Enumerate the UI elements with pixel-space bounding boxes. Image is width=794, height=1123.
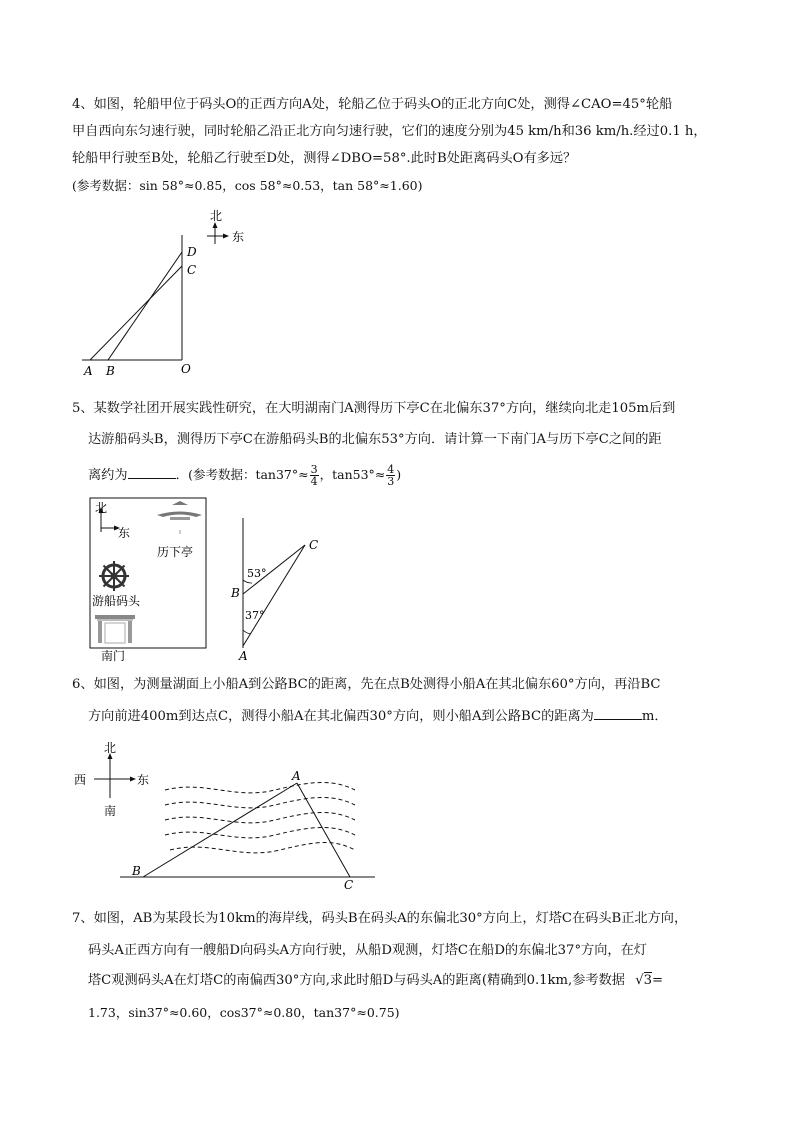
q5-map-pavilion-label: 历下亭 — [157, 545, 194, 559]
q6-segment-BA — [143, 783, 297, 877]
q5-fraction-3-4: $\frac{3}{4}$ — [310, 463, 318, 488]
q5-angle-37-label: 37° — [245, 609, 265, 622]
q7-line-2: 码头A正西方向有一艘船D向码头A方向行驶，从船D观测，灯塔C在船D的东偏北37°方向，在灯 — [88, 943, 647, 958]
q5-map-dock-label: 游船码头 — [92, 594, 141, 608]
q6-north-label: 北 — [104, 741, 117, 755]
q6-label-B: B — [132, 864, 141, 878]
q6-line-2-prefix: 方向前进400m到达点C，测得小船A在其北偏西30°方向，则小船A到公路BC的距离为 — [88, 709, 594, 724]
q4-label-D: D — [187, 245, 197, 259]
q5-reference-prefix: ．(参考数据：tan37°≈ — [175, 467, 309, 482]
q5-map-gate-label: 南门 — [101, 649, 126, 663]
q5-fraction-4-3: $\frac{4}{3}$ — [387, 463, 395, 488]
q5-label-A: A — [239, 649, 248, 663]
q5-reference-end: ) — [396, 467, 402, 482]
q6-line-2-unit: m． — [641, 709, 668, 724]
q5-map-north-label: 北 — [95, 501, 108, 515]
q6-line-1: 6、如图，为测量湖面上小船A到公路BC的距离，先在点B处测得小船A在其北偏东60°方向，再沿BC — [72, 677, 661, 692]
q4-reference-data: (参考数据：sin 58°≈0.85，cos 58°≈0.53，tan 58°≈1.60) — [72, 178, 423, 193]
q4-label-C: C — [187, 263, 197, 277]
q4-line-1: 4、如图，轮船甲位于码头O的正西方向A处，轮船乙位于码头O的正北方向C处，测得∠CAO=45°轮船 — [72, 97, 673, 112]
q4-north-label: 北 — [210, 209, 223, 223]
q6-east-label: 东 — [137, 773, 150, 787]
q5-map-east-label: 东 — [118, 526, 131, 540]
q7-reference-data: 1.73，sin37°≈0.60，cos37°≈0.80，tan37°≈0.75) — [88, 1005, 400, 1020]
q4-label-B: B — [106, 364, 115, 378]
q7-line-1: 7、如图，AB为某段长为10km的海岸线，码头B在码头A的东偏北30°方向上，灯塔C在码头B正北方向， — [72, 911, 688, 926]
q7-line-3-equals: = — [651, 973, 664, 988]
q5-label-C: C — [309, 538, 319, 552]
q6-west-label: 西 — [74, 773, 87, 787]
q6-south-label: 南 — [104, 804, 117, 818]
q4-east-label: 东 — [232, 230, 245, 244]
q6-label-A: A — [292, 769, 301, 783]
q6-compass-icon — [94, 753, 136, 798]
q4-label-O: O — [181, 362, 191, 376]
q7-line-3-text: 塔C观测码头A在灯塔C的南偏西30°方向,求此时船D与码头A的距离(精确到0.1km,参考数据 — [88, 973, 625, 988]
q5-line-1: 5、某数学社团开展实践性研究，在大明湖南门A测得历下亭C在北偏东37°方向，继续向北走105m后到 — [72, 401, 676, 416]
q5-label-B: B — [231, 586, 240, 600]
q4-label-A: A — [84, 364, 93, 378]
q6-label-C: C — [344, 878, 354, 892]
q6-water-waves — [165, 783, 355, 853]
sqrt-icon: √ — [635, 973, 644, 988]
q4-line-2: 甲自西向东匀速行驶，同时轮船乙沿正北方向匀速行驶，它们的速度分别为45 km/h和36 km/h.经过0.1 h， — [72, 124, 707, 139]
q5-reference-mid: ，tan53°≈ — [319, 467, 386, 482]
q5-line-3-prefix: 离约为 — [88, 468, 128, 483]
q5-angle-53-label: 53° — [247, 567, 267, 580]
q7-line-3 — [88, 972, 663, 990]
q5-line-2: 达游船码头B，测得历下亭C在游船码头B的北偏东53°方向．请计算一下南门A与历下亭C之间的距 — [88, 432, 662, 447]
q4-line-3: 轮船甲行驶至B处，轮船乙行驶至D处，测得∠DBO=58°.此时B处距离码头O有多远？ — [72, 151, 577, 166]
q7-sqrt-radicand: 3 — [643, 973, 652, 988]
